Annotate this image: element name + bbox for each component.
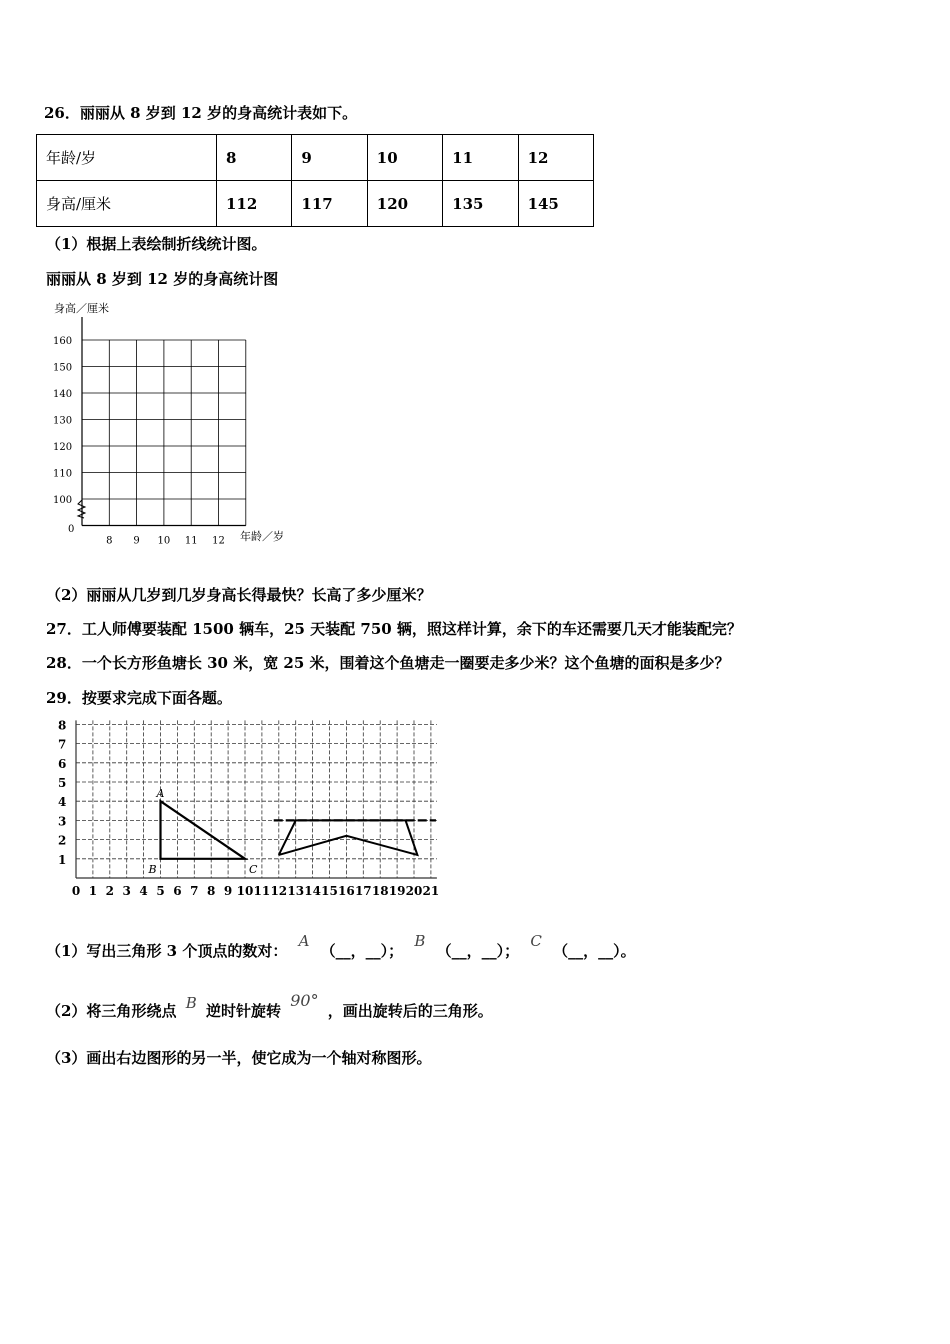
x-grid-label: 16 [338,884,355,898]
x-tick-label: 9 [133,535,140,547]
q29-sub1 [46,932,636,961]
chart-y-ticks [53,336,72,506]
table-cell: 135 [443,181,518,227]
grid-lines [76,720,437,878]
chart-origin-label: 0 [68,524,75,535]
x-grid-label: 13 [287,884,305,898]
q29-sub2-mid: 逆时针旋转 [205,1002,281,1020]
chart-x-axis-label: 年龄／岁 [240,530,284,543]
height-table [36,134,594,227]
x-grid-label: 8 [207,884,216,898]
y-tick-label: 160 [53,336,73,347]
table-cell: 11 [443,135,518,181]
table-cell: 8 [217,135,292,181]
chart-x-ticks [106,536,225,547]
blank-c[interactable]: （__，__）。 [553,942,636,960]
point-b-label: B [414,932,426,950]
table-header-height: 身高/厘米 [37,181,217,227]
chart-title: 丽丽从 8 岁到 12 岁的身高统计图 [46,270,279,288]
table-header-age: 年龄/岁 [37,135,217,181]
x-grid-label: 21 [422,884,440,898]
x-tick-label: 12 [212,535,225,547]
table-cell: 12 [518,135,593,181]
x-tick-label: 10 [157,535,171,547]
half-figure [279,820,418,855]
y-grid-label: 3 [58,814,67,829]
vertex-label-c: C [249,862,258,876]
x-grid-label: 12 [270,884,288,898]
x-tick-label: 11 [184,535,198,547]
x-grid-label: 6 [173,884,182,898]
grid-x-labels [72,884,439,898]
q29-sub3: （3）画出右边图形的另一半，使它成为一个轴对称图形。 [46,1049,432,1067]
table-row [37,181,594,227]
blank-a[interactable]: （__，__）； [320,942,404,960]
q26-title: 26．丽丽从 8 岁到 12 岁的身高统计表如下。 [44,104,358,122]
y-tick-label: 130 [53,415,73,427]
x-grid-label: 0 [71,884,81,898]
y-grid-label: 6 [58,756,67,771]
x-grid-label: 4 [139,884,148,898]
q29-sub2-prefix: （2）将三角形绕点 [46,1002,177,1020]
q29-sub2 [46,991,493,1021]
x-grid-label: 2 [105,884,114,898]
x-grid-label: 9 [223,884,233,898]
x-grid-label: 7 [190,884,199,898]
x-grid-label: 19 [388,884,406,898]
y-grid-label: 8 [58,718,67,733]
q27-text: 27．工人师傅要装配 1500 辆车，25 天装配 750 辆，照这样计算，余下的车还需要几天才能装配完？ [46,620,742,638]
y-grid-label: 4 [58,795,67,810]
q29-sub2-suffix: ，画出旋转后的三角形。 [327,1002,493,1020]
y-tick-label: 100 [53,495,73,506]
table-cell: 120 [367,181,442,227]
rotation-point-label: B [185,994,197,1012]
y-tick-label: 110 [53,468,73,480]
x-grid-label: 14 [304,884,321,898]
chart-grid [82,317,246,526]
q26-sub1: （1）根据上表绘制折线统计图。 [46,235,267,253]
x-grid-label: 17 [354,884,372,898]
x-grid-label: 10 [236,884,254,898]
q26-sub2: （2）丽丽从几岁到几岁身高长得最快？长高了多少厘米？ [46,586,432,604]
y-tick-label: 150 [53,362,73,374]
coordinate-grid [46,718,451,900]
x-grid-label: 18 [371,884,389,898]
table-cell: 145 [518,181,593,227]
grid-y-labels [58,718,66,866]
table-cell: 112 [217,181,292,227]
y-grid-label: 1 [58,852,67,867]
x-grid-label: 1 [88,884,98,898]
q28-text: 28．一个长方形鱼塘长 30 米，宽 25 米，围着这个鱼塘走一圈要走多少米？这个鱼塘的面积是多少？ [46,654,730,672]
table-cell: 10 [367,135,442,181]
chart-y-axis-label: 身高／厘米 [54,302,109,315]
x-grid-label: 11 [253,884,271,898]
y-grid-label: 2 [58,833,67,848]
x-grid-label: 15 [321,884,338,898]
height-chart [40,295,300,550]
q29-sub1-prefix: （1）写出三角形 3 个顶点的数对： [46,942,288,960]
blank-b[interactable]: （__，__）； [436,942,520,960]
rotation-angle: 90° [290,991,319,1010]
point-a-label: A [298,932,310,950]
q29-title: 29．按要求完成下面各题。 [46,689,232,707]
triangle-abc [161,801,246,859]
x-grid-label: 5 [156,884,165,898]
vertex-label-b: B [148,862,157,876]
y-tick-label: 120 [53,442,73,453]
table-row [37,135,594,181]
vertex-label-a: A [156,787,165,801]
table-cell: 117 [292,181,367,227]
y-grid-label: 7 [58,737,67,752]
x-tick-label: 8 [106,535,113,547]
x-grid-label: 3 [122,884,131,898]
y-grid-label: 5 [58,776,67,790]
x-grid-label: 20 [405,884,423,898]
table-cell: 9 [292,135,367,181]
point-c-label: C [530,932,542,950]
y-tick-label: 140 [53,389,73,400]
